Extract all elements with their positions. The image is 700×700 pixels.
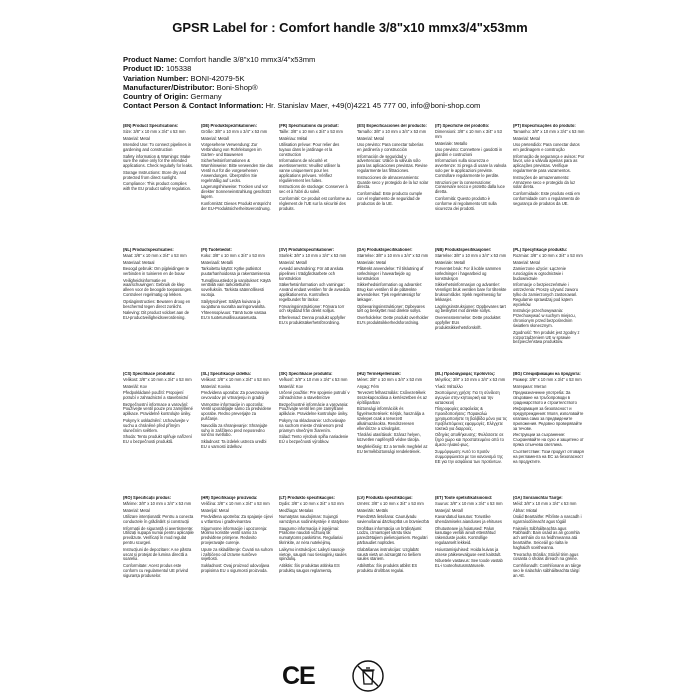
spec-line: Nõuetele vastavus: See toode vastab EL-i tooteohutusmäärusele. — [435, 557, 503, 568]
spec-line: Información de seguridad y advertencias: Utilice la válvula sólo para las aplicaciones previstas. Revise regularmente las filtraciones. — [357, 153, 428, 174]
spec-block — [201, 124, 273, 213]
spec-line: Opbevaringsinstruktioner: Opbevares tørt og beskyttet mod direkte sollys. — [357, 303, 425, 314]
spec-line: Tárolási utasítások: Száraz helyen, közvetlen napfénytől védve tárolja. — [357, 432, 421, 443]
meta-row — [123, 74, 480, 83]
spec-heading: (EL) Προδιαγραφές προϊόντος: — [435, 372, 496, 376]
spec-line: Shoda: Tento produkt splňuje nařízení EU o bezpečnosti produktů. — [123, 433, 192, 444]
spec-heading: (NL) Productspecificaties: — [123, 248, 174, 252]
spec-row — [123, 248, 583, 368]
spec-line: Размер: 3/8" x 10 mm x 3/4" x 53 mm — [513, 377, 582, 383]
spec-line: Material: Metall — [279, 259, 307, 265]
spec-row — [123, 124, 583, 244]
meta-value: 105338 — [163, 64, 192, 74]
spec-line: Zgodność: Ten produkt jest zgodny z rozporządzeniem UE w sprawie bezpieczeństwa produktów. — [513, 329, 580, 345]
meta-value: Boni-Shop® — [214, 82, 258, 92]
spec-line: Conformitate: Acest produs este conform cu regulamentul UE privind siguranța produselor. — [123, 562, 189, 578]
spec-line: Materijal: Metal — [201, 507, 229, 513]
spec-line: Σκοπούμενη χρήση: Για τη σύνδεση αγωγών στην κηπουρική και την κατασκευή — [435, 390, 500, 406]
spec-line: Méid: 3/8" x 10 mm x 3/4" x 53 mm — [513, 501, 577, 507]
spec-line: Instrucciones de almacenamiento: Guarde seco y protegido de la luz solar directa. — [357, 174, 429, 190]
spec-heading: (SV) Produktspecifikationer: — [279, 248, 335, 252]
meta-value: Comfort handle 3/8"x10 mmx3/4"x53mm — [177, 55, 316, 64]
spec-heading: (FR) Spécifications du produit: — [279, 124, 339, 128]
spec-line: Utilizare intenționată: Pentru a conecta conductele în grădinărit și construcții — [123, 514, 194, 525]
spec-line: Materiaali: Metalli — [201, 259, 233, 265]
spec-block — [513, 124, 585, 208]
spec-line: Overholdelse: Dette produkt overholder EU's produktsikkerhedsforordning. — [357, 314, 429, 325]
meta-row — [123, 83, 480, 92]
spec-line: Naleving: Dit product voldoet aan de EU-productveiligheidsverordening. — [123, 309, 189, 320]
spec-line: Súlad: Tento výrobok spĺňa nariadenie EÚ o bezpečnosti výrobkov. — [279, 433, 349, 444]
spec-block — [123, 248, 195, 322]
spec-line: Förvaringsinstruktioner: Förvara torr och skyddad från direkt solljus. — [279, 303, 345, 314]
spec-line: Instructions de stockage: Conserver à sec et à l'abri du soleil. — [279, 184, 348, 195]
spec-line: Informação de segurança e avisos: Por favor, use a válvula apenas para as aplicações previstas. Verifique regularmente para vazamentos. — [513, 153, 585, 174]
spec-block — [279, 372, 351, 446]
spec-heading: (GA) Sonraíochtaí Táirge: — [513, 496, 563, 500]
spec-line: Størrelse: 3/8" x 10 mm x 3/4" x 53 mm — [435, 253, 507, 259]
spec-line: Materiale: Metall — [435, 259, 466, 265]
meta-value: BONI-42079-5K — [188, 73, 245, 83]
spec-line: Veiligheidsinformatie en waarschuwingen: Gebruik de klep alleen voor de beoogde toepassingen. Controleer regelmatig op lekken. — [123, 277, 193, 298]
spec-line: Инструкции за съхранение: Съхранявайте на сухо и защитено от пряка слънчева светлина. — [513, 432, 584, 448]
spec-heading: (IT) Specifiche del prodotto: — [435, 124, 490, 128]
meta-value: Hr. Stanislav Maer, +49(0)4221 45 777 00, info@boni-shop.com — [263, 101, 481, 111]
spec-line: Paredzētā lietošana: Cauruļvadu savienošanai dārzkopībā un būvniecībā — [357, 514, 429, 525]
spec-line: Treoracha Stórála: Stóráil tirim agus cosanta ó sholas díreach na gréine. — [513, 551, 579, 562]
spec-line: Taille: 3/8" x 10 mm x 3/4" x 53 mm — [279, 129, 343, 135]
meta-row — [123, 92, 480, 101]
spec-line: Laikymo instrukcijos: Laikyti sausoje vietoje, saugoti nuo tiesioginių saulės spindulių. — [279, 546, 347, 562]
spec-block — [357, 124, 429, 208]
spec-block — [435, 496, 507, 570]
spec-block — [357, 248, 429, 327]
spec-line: Materjal: Metall — [435, 507, 463, 513]
spec-line: Saugumo informacija ir įspėjimai: Prašome naudoti vožtuvą tik numatytoms paskirtims. Reguliariai tikrinkite, ar nėra nutekėjimų. — [279, 525, 343, 546]
spec-line: Größe: 3/8" x 10 mm x 3/4" x 53 mm — [201, 129, 268, 135]
spec-heading: (LV) Produkta specifikācijas: — [357, 496, 413, 500]
spec-heading: (RO) Specificații produs: — [123, 496, 171, 500]
spec-line: Materiál: Kov — [123, 383, 147, 389]
spec-line: Vorgesehene Verwendung: Zur Verbindung von Rohrleitungen im Garten- und Bauwesen — [201, 142, 262, 158]
spec-line: Kavandatud kasutus: Torustike ühendamiseks aianduses ja ehituses — [435, 514, 502, 525]
spec-line: Matériau: Métal — [279, 135, 308, 141]
spec-line: Atitiktis: Šis produktas atitinka ES produktų saugos reglamentą. — [279, 562, 340, 573]
spec-line: Méret: 3/8" x 10 mm x 3/4" x 53 mm — [357, 377, 423, 383]
spec-line: Overensstemmelse: Dette produktet oppfyller EUs produktsikkerhetsforskrift. — [435, 314, 501, 330]
spec-line: Hoiustamisjuhised: Hoida kuivas ja otsese päikesevalguse eest kaitstult. — [435, 546, 502, 557]
spec-line: Påtænkt anvendelse: Til tilslutning af rørledninger i havearbejde og konstruktion — [357, 266, 424, 282]
spec-line: Efterlevnad: Denna produkt uppfyller EU:s produktsäkerhetsförordning. — [279, 314, 346, 325]
meta-value: Germany — [188, 92, 222, 102]
spec-line: Materiaal: Metaal — [123, 259, 155, 265]
spec-line: Varnostne informacije in opozorila: Ventil uporabljajte samo za predvidene uporabe. Redno preverjajte za puščanje. — [201, 401, 272, 422]
no-waste-bin-icon — [351, 659, 385, 693]
spec-line: Säilytysohjeet: Säilytä kuivana ja suojattuna suoralta auringonvalolta. — [201, 298, 266, 309]
meta-label: Manufacturer/Distributor: — [123, 82, 215, 92]
spec-row — [123, 372, 583, 492]
spec-line: Uso previsto: Para conectar tuberías en jardinería y construcción — [357, 142, 424, 153]
spec-line: Určené použitie: Pre spojenie potrubí v záhradníctve a stavebníctve — [279, 390, 350, 401]
spec-line: Dydis: 3/8" x 10 mm x 3/4" x 53 mm — [279, 501, 344, 507]
spec-line: Материал: Метал — [513, 383, 547, 389]
spec-heading: (DE) Produktspezifikationen: — [201, 124, 257, 128]
product-meta — [123, 55, 480, 111]
spec-heading: (ET) Toote spetsifikatsioonid: — [435, 496, 493, 500]
spec-line: Suurus: 3/8" x 10 mm x 3/4" x 53 mm — [435, 501, 503, 507]
spec-line: Material: Metal — [123, 507, 150, 513]
spec-heading: (DA) Produktspecifikationer: — [357, 248, 413, 252]
spec-line: Tervezett felhasználás: Csővezetékek összekapcsolása a kertészetben és az építőiparban — [357, 390, 428, 406]
spec-block — [435, 372, 507, 466]
ce-mark: CE — [282, 662, 315, 690]
spec-line: Sicherheitsinformationen & Warnhinweise: Bitte verwenden Sie das Ventil nur für die vorgesehenen Anwendungen. Überprüfen Sie regelmäßig auf Lecks. — [201, 158, 273, 184]
spec-line: Conformidade: Este produto está em conformidade com o regulamento de segurança de produtos da UE. — [513, 190, 580, 206]
spec-line: Uso previsto: Connettere i gasdotti in giardini e costruzioni — [435, 147, 503, 158]
spec-line: Megfelelőség: Ez a termék megfelel az EU termékbiztonsági rendeletének. — [357, 443, 428, 454]
spec-line: Информация за безопасност и предупреждения: Моля, използвайте клапана само за предвидените приложения. Редовно проверявайте за течове. — [513, 406, 584, 432]
spec-line: Comhlíonadh: Comhlíonann an táirge seo le rialachán sábháilteachta táirgí an AE. — [513, 562, 582, 578]
meta-label: Variation Number: — [123, 73, 189, 83]
spec-line: Rozmiar: 3/8" x 10 mm x 3/4" x 53 mm — [513, 253, 583, 259]
spec-line: Velikost: 3/8" x 10 mm x 3/4" x 53 mm — [201, 377, 270, 383]
spec-heading: (BG) Спецификации на продукта: — [513, 372, 581, 376]
spec-heading: (EN) Product Specifications: — [123, 124, 179, 128]
meta-label: Product Name: — [123, 55, 178, 64]
spec-line: Materiale: Metallo — [435, 140, 468, 146]
spec-line: Conformità: Questo prodotto è conforme al regolamento UE sulla sicurezza dei prodotti. — [435, 195, 497, 211]
spec-heading: (PL) Specyfikacje produktu: — [513, 248, 568, 252]
spec-line: Avsedd användning: För att ansluta pipelines i trädgårdsarbete och konstruktion — [279, 266, 344, 282]
spec-line: Biztonsági információk és figyelmeztetések: Kérjük, használja a szelepet csak a tervezett alkalmazásokra. Rendszeresen ellenőrizze a szivárgást. — [357, 406, 425, 432]
spec-line: Forventet bruk: For å koble sammen rørledninger i hagearbeid og konstruksjon — [435, 266, 501, 282]
spec-line: Velikost: 3/8" x 10 mm x 3/4" x 53 mm — [123, 377, 192, 383]
meta-label: Country of Origin: — [123, 92, 189, 102]
page-title: GPSR Label for : Comfort handle 3/8"x10 mmx3/4"x53mm — [172, 20, 528, 35]
spec-block — [513, 372, 585, 466]
spec-line: Informacje o bezpieczeństwie i ostrzeżenia: Proszę używać zaworu tylko do zamierzonych zastosowań. Regularnie sprawdzaj pod kątem wycieków. — [513, 282, 579, 308]
spec-line: Ábhar: Miotal — [513, 507, 538, 513]
spec-line: Lagerungshinweise: Trocken und vor direkter Sonneneinstrahlung geschützt lagern. — [201, 184, 271, 200]
spec-line: Material: Metal — [513, 135, 540, 141]
spec-heading: (FI) Tuotetiedot: — [201, 248, 232, 252]
spec-heading: (SL) Specifikacije izdelka: — [201, 372, 252, 376]
spec-line: Materiāls: Metāls — [357, 507, 388, 513]
spec-line: Størrelse: 3/8" x 10 mm x 3/4" x 53 mm — [357, 253, 429, 259]
spec-block — [513, 496, 585, 580]
spec-line: Predviđena upotreba: Za spajanje cijevi u vrtlarstvu i građevinarstvu — [201, 514, 273, 525]
spec-line: Tamanho: 3/8" x 10 mm x 3/4" x 53 mm — [513, 129, 585, 135]
spec-line: Bezpečnostné informácie a varovania: Používajte ventil len pre zamýšľané aplikácie. Pravidelne kontrolujte úniky. — [279, 401, 349, 417]
spec-line: Lagringsinstruksjoner: Oppbevares tørt og beskyttet mot direkte sollys. — [435, 303, 506, 314]
spec-block — [123, 496, 195, 580]
spec-line: Informații de siguranță și avertismente: Utilizați supapa numai pentru aplicațiile prevăzute. Verificați în mod regulat pentru scurgeri. — [123, 525, 194, 546]
spec-line: Sikkerhetsinformasjon og advarsler: Vennligst bruk ventilen bare for tiltenkte bruksområder. Sjekk regelmessig for lekkasjer. — [435, 282, 507, 303]
spec-line: Bezpečnostní informace a varování: Používejte ventil pouze pro zamýšlené aplikace. Pravidelně kontrolujte úniky. — [123, 401, 193, 417]
spec-line: Pokyny k uskladnění: Uchovávejte v suchu a chráněné před přímým slunečním světlem. — [123, 417, 189, 433]
spec-heading: (LT) Produkto specifikacijos: — [279, 496, 335, 500]
spec-line: Storage Instructions: Store dry and protected from direct sunlight. — [123, 169, 187, 180]
spec-block — [279, 248, 351, 327]
spec-block — [357, 496, 429, 575]
spec-line: Uso pretendido: Para conectar dutos em jardinagem e construção — [513, 142, 580, 153]
spec-heading: (HR) Specifikacije proizvoda: — [201, 496, 258, 500]
spec-line: Instrukcje przechowywania: Przechowywać w suchym miejscu, chronionym przed bezpośrednim światłem słonecznym. — [513, 308, 576, 329]
spec-line: Storlek: 3/8" x 10 mm x 3/4" x 53 mm — [279, 253, 347, 259]
spec-line: Předpokládané použití: Propojení potrubí v zahradnictví a stavebnictví — [123, 390, 189, 401]
spec-line: Utilisation prévue: Pour relier des tuyaux dans le jardinage et la construction — [279, 142, 340, 158]
spec-line: Dimensioni: 3/8" x 10 mm x 3/4" x 53 mm — [435, 129, 502, 140]
spec-line: Istruzioni per la conservazione: Conservare secco e protetto dalla luce diretta. — [435, 179, 505, 195]
spec-line: Συμμόρφωση: Αυτό το προϊόν συμμορφώνεται με τον κανονισμό της ΕΕ για την ασφάλεια των προϊόντων. — [435, 448, 503, 464]
spec-line: Medžiaga: Metalas — [279, 507, 314, 513]
spec-line: Izmērs: 3/8" x 10 mm x 3/4" x 53 mm — [357, 501, 424, 507]
spec-line: Μέγεθος: 3/8" x 10 mm x 3/4" x 53 mm — [435, 377, 506, 383]
spec-line: Zamierzone użycie: Łączenie rurociągów w ogrodnictwie i budownictwie — [513, 266, 567, 282]
spec-line: Beoogd gebruik: Om pijpleidingen te verbinden in tuinieren en de bouw — [123, 266, 189, 277]
spec-line: Conformité: Ce produit est conforme au règlement de l'UE sur la sécurité des produits. — [279, 195, 351, 211]
spec-block — [201, 496, 273, 575]
spec-heading: (ES) Especificaciones del producto: — [357, 124, 427, 128]
spec-line: Opslaginstructies: Bewaren droog en beschermd tegen direct zonlicht. — [123, 298, 191, 309]
spec-line: Instruções de armazenamento: Armazene seco e protegido da luz solar direta. — [513, 174, 576, 190]
meta-row — [123, 64, 480, 73]
spec-line: Pokyny na skladovanie: Uchovávajte na suchom mieste chránenom pred priamym slnečným žiarením. — [279, 417, 346, 433]
spec-line: Instrucțiuni de depozitare: A se păstra uscat și protejat de lumina directă a soarelui. — [123, 546, 192, 562]
spec-line: Предназначение употреба: За свързване на тръбопроводи в градинарството и строителството — [513, 390, 577, 406]
spec-line: Conformidad: Este producto cumple con el reglamento de seguridad de productos de la UE. — [357, 190, 423, 206]
meta-label: Contact Person & Contact Information: — [123, 101, 264, 111]
spec-line: Съответствие: Този продукт отговаря на регламента на ЕС за безопасност на продуктите. — [513, 448, 584, 464]
spec-heading: (SK) Špecifikácie produktu: — [279, 372, 333, 376]
spec-line: Drošības informācija un brīdinājumi: Lūdzu, izmantojiet vārstu tikai paredzētajiem pielietojumiem. Regulāri pārbaudiet noplūdes. — [357, 525, 428, 546]
spec-line: Tarkoitettu käyttö: Kytke putkistot puutarhanhoidossa ja rakentamisessa — [201, 266, 270, 277]
spec-line: Safety information & Warnings: Make sure the valve only for the intended applications. Check regularly for leaks. — [123, 153, 194, 169]
meta-row — [123, 101, 480, 110]
spec-row — [123, 496, 583, 616]
spec-block — [279, 496, 351, 575]
spec-line: Υλικό: Μέταλλο — [435, 383, 463, 389]
spec-line: Material: Metall — [201, 135, 229, 141]
spec-line: Material: Metal — [357, 135, 384, 141]
spec-line: Faisnéis Sábháilteachta agus Rabhaidh: Bain úsáid as an gcomhla ach amháin do na feidhmeanna atá beartaithe. Seiceáil go rialta le haghaidh sceitheanna. — [513, 525, 580, 551]
spec-heading: (CS) Specifikace produktu: — [123, 372, 176, 376]
spec-line: Maat: 3/8" x 10 mm x 3/4" x 53 mm — [123, 253, 187, 259]
spec-block — [279, 124, 351, 213]
spec-block — [435, 124, 507, 213]
meta-label: Product ID: — [123, 64, 164, 74]
spec-line: Veličina: 3/8" x 10 mm x 3/4" x 53 mm — [201, 501, 270, 507]
spec-line: Upute za skladištenje: Čuvati na suhom i zaštićeno od izravne sunčeve svjetlosti. — [201, 546, 273, 562]
spec-heading: (PT) Especificações do produto: — [513, 124, 576, 128]
spec-line: Veľkosť: 3/8" x 10 mm x 3/4" x 53 mm — [279, 377, 348, 383]
spec-line: Sigurnosne informacije i upozorenja: Molimo koristite ventil samo za predviđene primjene. Redovito provjeravajte curenje. — [201, 525, 268, 546]
spec-block — [201, 372, 273, 451]
spec-line: Konformität: Dieses Produkt entspricht der EU-Produktsicherheitsverordnung. — [201, 200, 271, 211]
meta-row — [123, 55, 480, 64]
spec-block — [357, 372, 429, 456]
spec-line: Material: Kovina — [201, 383, 231, 389]
spec-line: Säkerhetsinformation och varningar: Använd endast ventilen för de avsedda applikationerna. Kontrollera regelbundet för läckor. — [279, 282, 350, 303]
spec-block — [435, 248, 507, 332]
spec-heading: (HU) Termékjellemzők: — [357, 372, 401, 376]
spec-block — [513, 248, 585, 347]
spec-line: Sukladnost: Ovaj proizvod udovoljava propisima EU o sigurnosti proizvoda. — [201, 562, 270, 573]
spec-heading: (NB) Produktspesifikasjoner: — [435, 248, 492, 252]
spec-line: Koko: 3/8" x 10 mm x 3/4" x 53 mm — [201, 253, 265, 259]
spec-line: Materiale: Metal — [357, 259, 387, 265]
spec-line: Yhteensopivuus: Tämä tuote vastaa EU:n tuoteturvallisuusasetusta. — [201, 309, 267, 320]
spec-line: Material: Metal — [123, 135, 150, 141]
spec-block — [201, 248, 273, 322]
spec-line: Informations de sécurité et avertissements: Veuillez utiliser la vanne uniquement pour les applications prévues. Vérifiez régulièrement les fuites. — [279, 158, 341, 184]
spec-line: Compliance: This product complies with the EU product safety regulation. — [123, 181, 192, 191]
spec-line: Turvallisuustiedot ja varoitukset: Käytä venttiiliä vain tarkoitettuihin sovelluksiin. Tarkista säännöllisesti vuotoja. — [201, 277, 271, 298]
spec-line: Πληροφορίες ασφαλείας & προειδοποιήσεις: Παρακαλώ χρησιμοποιήστε τη βαλβίδα μόνο για τις προβλεπόμενες εφαρμογές. Ελέγχετε τακτικά για διαρροές. — [435, 406, 507, 432]
spec-line: Anyag: Fém — [357, 383, 380, 389]
spec-line: Navodila za shranjevanje: Shranjujte suho in zaščiteno pred neposredno sončno svetlobo. — [201, 422, 268, 438]
spec-line: Ohutusteave ja hoiatused: Palun kasutage ventiili ainult ettenähtud rakenduste jaoks. Kontrollige regulaarselt lekkeid. — [435, 525, 496, 546]
spec-line: Atbilstība: Šis produkts atbilst ES produktu drošības regulai. — [357, 562, 418, 573]
spec-line: Predvidena uporaba: Za povezovanje cevovodov pri vrtnarjenju in gradnji — [201, 390, 270, 401]
spec-line: Úsáid Beartaithe: Píblínte a nascadh i ngarraíodóireacht agus tógáil — [513, 514, 582, 525]
spec-line: Mărime: 3/8" x 10 mm x 3/4" x 53 mm — [123, 501, 192, 507]
spec-line: Sikkerhedsinformation og advarsler: Brug kun ventilen til de påtænkte anvendelser. Tjek regelmæssigt for lækager. — [357, 282, 423, 303]
spec-line: Materiál: Kov — [279, 383, 303, 389]
spec-line: Οδηγίες αποθήκευσης: Φυλάσσετε σε ξηρό χώρο και προστατευμένο από το άμεσο ηλιακό φως. — [435, 432, 504, 448]
spec-line: Intended Use: To connect pipelines in gardening and construction — [123, 142, 191, 153]
spec-block — [123, 124, 195, 193]
spec-line: Tamaño: 3/8" x 10 mm x 3/4" x 53 mm — [357, 129, 427, 135]
spec-line: Skladnost: Ta izdelek ustreza uredbi EU o varnosti izdelkov. — [201, 438, 267, 449]
spec-line: Informazioni sulla sicurezza e avvertenze: Si prega di usare la valvola solo per le applicazioni previste. Controllare regolarmente le perdite. — [435, 158, 507, 179]
spec-line: Materiał: Metal — [513, 259, 540, 265]
spec-line: Numatytas naudojimas: Sujungti vamzdynus sodininkystėje ir statybose — [279, 514, 349, 525]
spec-line: Glabāšanas instrukcijas: Uzglabāt sausā vietā un aizsargāt no tiešiem saules stariem. — [357, 546, 421, 562]
spec-line: Size: 3/8" x 10 mm x 3/4" x 53 mm — [123, 129, 186, 135]
spec-block — [123, 372, 195, 446]
